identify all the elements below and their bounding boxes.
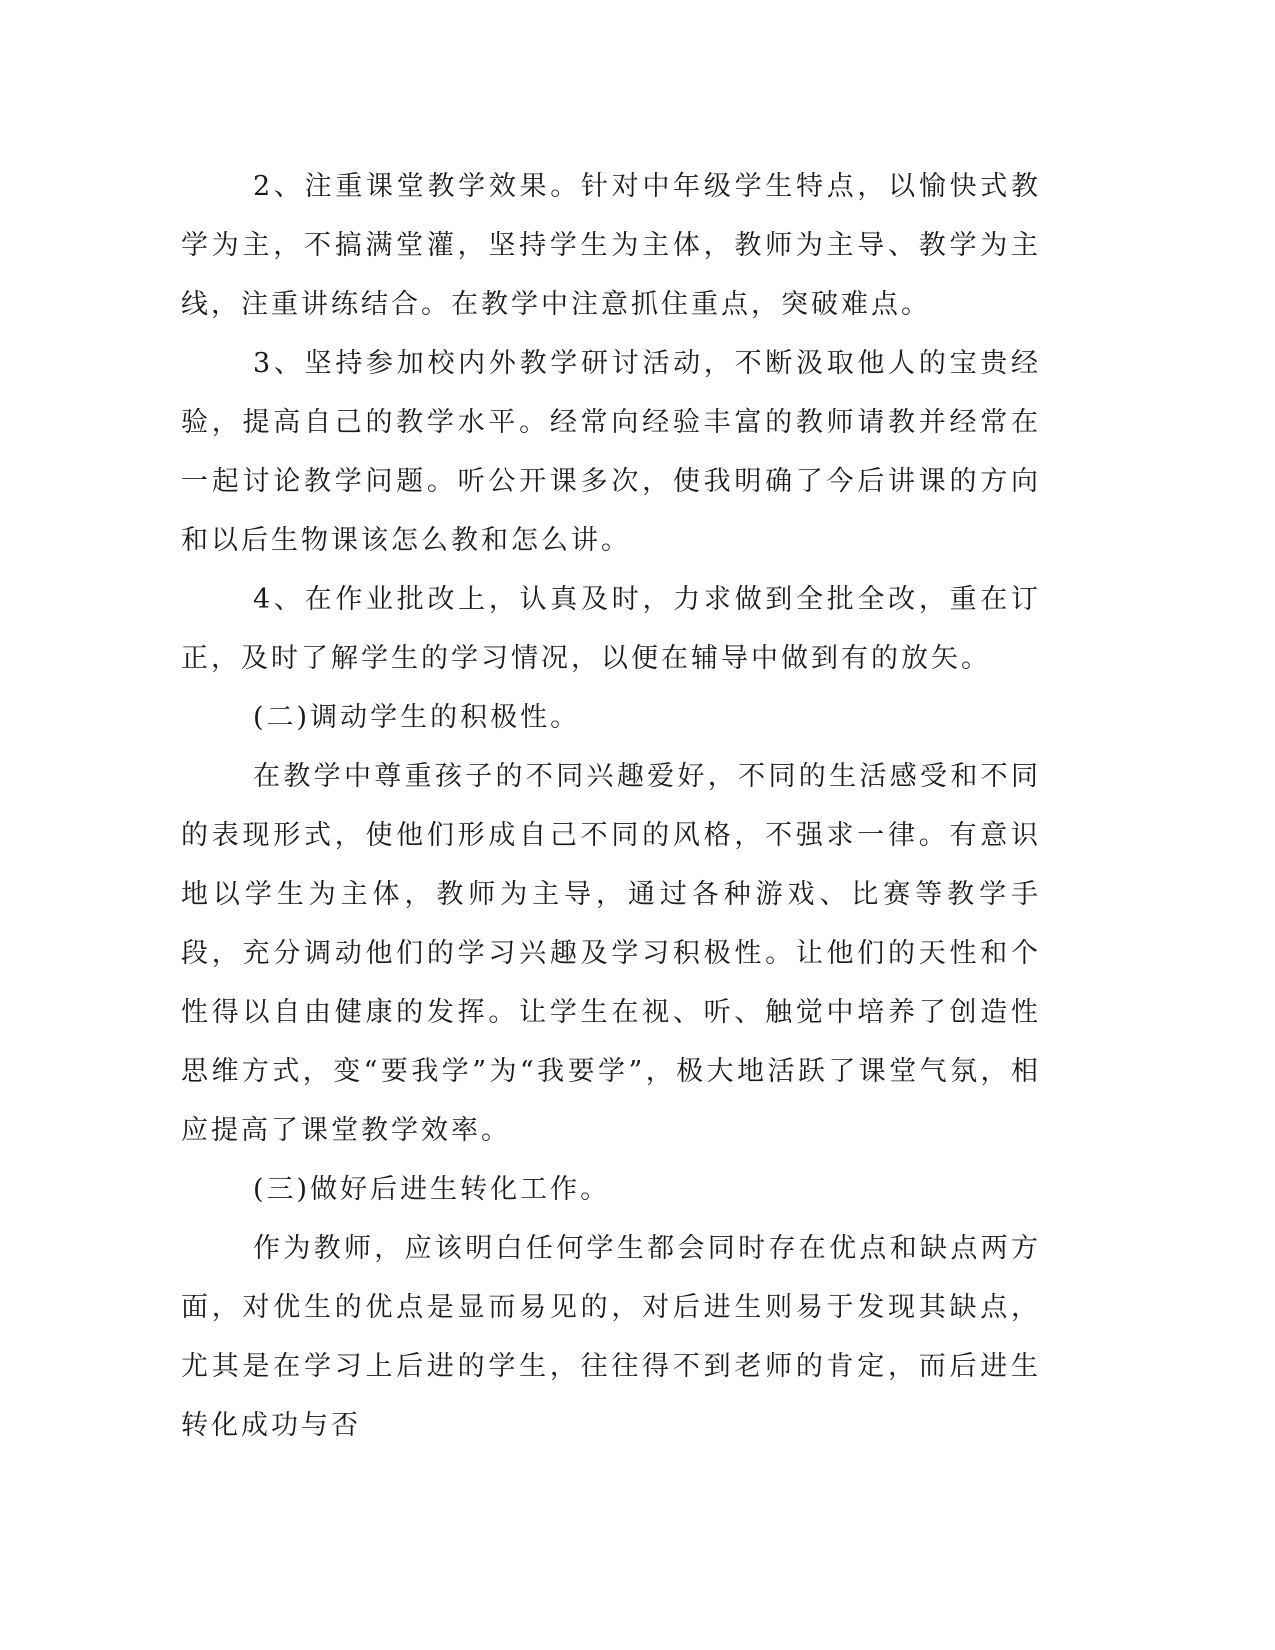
paragraph-item-3: 3、坚持参加校内外教学研讨活动，不断汲取他人的宝贵经验，提高自己的教学水平。经常向经验丰富的教师请教并经常在一起讨论教学问题。听公开课多次，使我明确了今后讲课的方向和以后生物课该怎么教和怎么讲。 [181,348,1041,556]
section-2-heading: (二)调动学生的积极性。 [253,702,581,733]
section-3-body: 作为教师，应该明白任何学生都会同时存在优点和缺点两方面，对优生的优点是显而易见的，对后进生则易于发现其缺点，尤其是在学习上后进的学生，往往得不到老师的肯定，而后进生转化成功与否 [181,1233,1041,1441]
paragraph-item-4: 4、在作业批改上，认真及时，力求做到全批全改，重在订正，及时了解学生的学习情况，以便在辅导中做到有的放矢。 [181,584,1041,674]
document-body [181,157,1041,1455]
section-2-body: 在教学中尊重孩子的不同兴趣爱好，不同的生活感受和不同的表现形式，使他们形成自己不同的风格，不强求一律。有意识地以学生为主体，教师为主导，通过各种游戏、比赛等教学手段，充分调动他们的学习兴趣及学习积极性。让他们的天性和个性得以自由健康的发挥。让学生在视、听、触觉中培养了创造性思维方式，变“要我学”为“我要学”，极大地活跃了课堂气氛，相应提高了课堂教学效率。 [181,761,1041,1146]
section-3-heading: (三)做好后进生转化工作。 [253,1174,611,1205]
paragraph-item-2: 2、注重课堂教学效果。针对中年级学生特点，以愉快式教学为主，不搞满堂灌，坚持学生为主体，教师为主导、教学为主线，注重讲练结合。在教学中注意抓住重点，突破难点。 [181,171,1041,320]
